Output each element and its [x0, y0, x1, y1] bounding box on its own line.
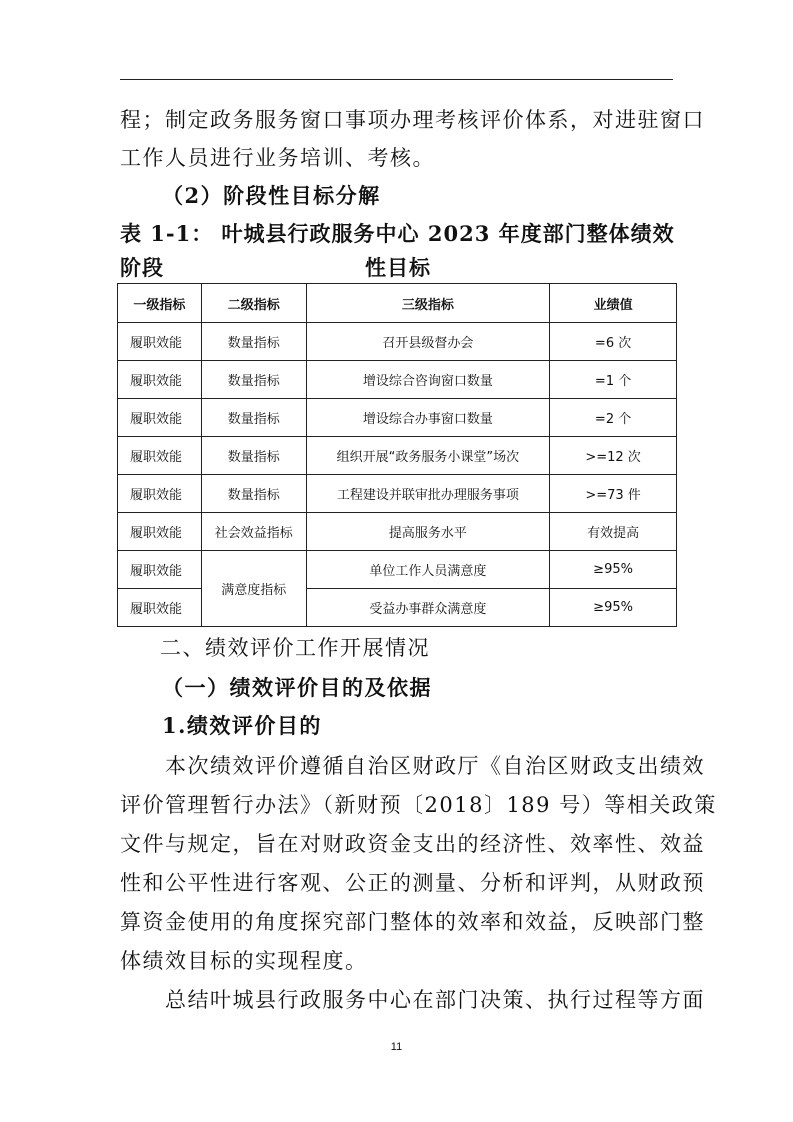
table-row	[118, 475, 677, 513]
cell-value: =6 次	[550, 323, 677, 361]
cell-level1: 履职效能	[118, 323, 202, 361]
table-row	[118, 551, 677, 589]
cell-level3: 受益办事群众满意度	[306, 589, 550, 627]
cell-level1: 履职效能	[118, 551, 202, 589]
section-two-subheading: （一）绩效评价目的及依据	[162, 675, 432, 700]
cell-level2: 数量指标	[201, 475, 306, 513]
cell-level2: 社会效益指标	[201, 513, 306, 551]
cell-level1: 履职效能	[118, 475, 202, 513]
cell-value: =1 个	[550, 361, 677, 399]
cell-value: 有效提高	[550, 513, 677, 551]
cell-level3: 增设综合咨询窗口数量	[306, 361, 550, 399]
cell-value: ≥95%	[550, 589, 677, 627]
body-line-4: 性和公平性进行客观、公正的测量、分析和评判，从财政预	[120, 871, 705, 895]
body-line-1: 本次绩效评价遵循自治区财政厅《自治区财政支出绩效	[120, 754, 705, 778]
body-line-2: 评价管理暂行办法》（新财预〔2018〕189 号）等相关政策	[120, 793, 717, 817]
cell-level1: 履职效能	[118, 437, 202, 475]
cell-level2-merged: 满意度指标	[201, 551, 306, 627]
cell-level2: 数量指标	[201, 361, 306, 399]
cell-level3: 工程建设并联审批办理服务事项	[306, 475, 550, 513]
cell-value: >=73 件	[550, 475, 677, 513]
performance-goals-table	[117, 283, 677, 627]
intro-line-1: 程；制定政务服务窗口事项办理考核评价体系，对进驻窗口	[120, 108, 705, 132]
table-title-line-1: 表 1-1： 叶城县行政服务中心 2023 年度部门整体绩效阶段	[120, 221, 675, 280]
body-line-5: 算资金使用的角度探究部门整体的效率和效益，反映部门整	[120, 910, 705, 934]
header-rule	[120, 79, 673, 80]
cell-level3: 召开县级督办会	[306, 323, 550, 361]
table-row	[118, 437, 677, 475]
cell-level1: 履职效能	[118, 513, 202, 551]
cell-level2: 数量指标	[201, 323, 306, 361]
cell-level3: 单位工作人员满意度	[306, 551, 550, 589]
table-row	[118, 399, 677, 437]
body-line-3: 文件与规定，旨在对财政资金支出的经济性、效率性、效益	[120, 832, 705, 856]
header-value: 业绩值	[550, 284, 677, 323]
header-level2: 二级指标	[201, 284, 306, 323]
cell-value: >=12 次	[550, 437, 677, 475]
cell-level2: 数量指标	[201, 437, 306, 475]
table-header-row	[118, 284, 677, 323]
body-last-line: 总结叶城县行政服务中心在部门决策、执行过程等方面	[120, 988, 705, 1012]
cell-level1: 履职效能	[118, 589, 202, 627]
cell-value: =2 个	[550, 399, 677, 437]
section-two-item-heading: 1.绩效评价目的	[162, 713, 322, 738]
table-row	[118, 513, 677, 551]
intro-line-2: 工作人员进行业务培训、考核。	[120, 146, 435, 170]
header-level3: 三级指标	[306, 284, 550, 323]
subheading-stage-goals: （2）阶段性目标分解	[162, 183, 381, 208]
table-row	[118, 589, 677, 627]
cell-level1: 履职效能	[118, 361, 202, 399]
cell-level2: 数量指标	[201, 399, 306, 437]
section-two-heading: 二、绩效评价工作开展情况	[160, 636, 430, 660]
cell-level3: 组织开展“政务服务小课堂”场次	[306, 437, 550, 475]
cell-level1: 履职效能	[118, 399, 202, 437]
table-title-line-2: 性目标	[365, 255, 431, 280]
cell-value: ≥95%	[550, 551, 677, 589]
body-line-6: 体绩效目标的实现程度。	[120, 949, 368, 973]
page-number: 11	[390, 1041, 403, 1053]
cell-level3: 提高服务水平	[306, 513, 550, 551]
header-level1: 一级指标	[118, 284, 202, 323]
table-row	[118, 323, 677, 361]
cell-level3: 增设综合办事窗口数量	[306, 399, 550, 437]
table-row	[118, 361, 677, 399]
